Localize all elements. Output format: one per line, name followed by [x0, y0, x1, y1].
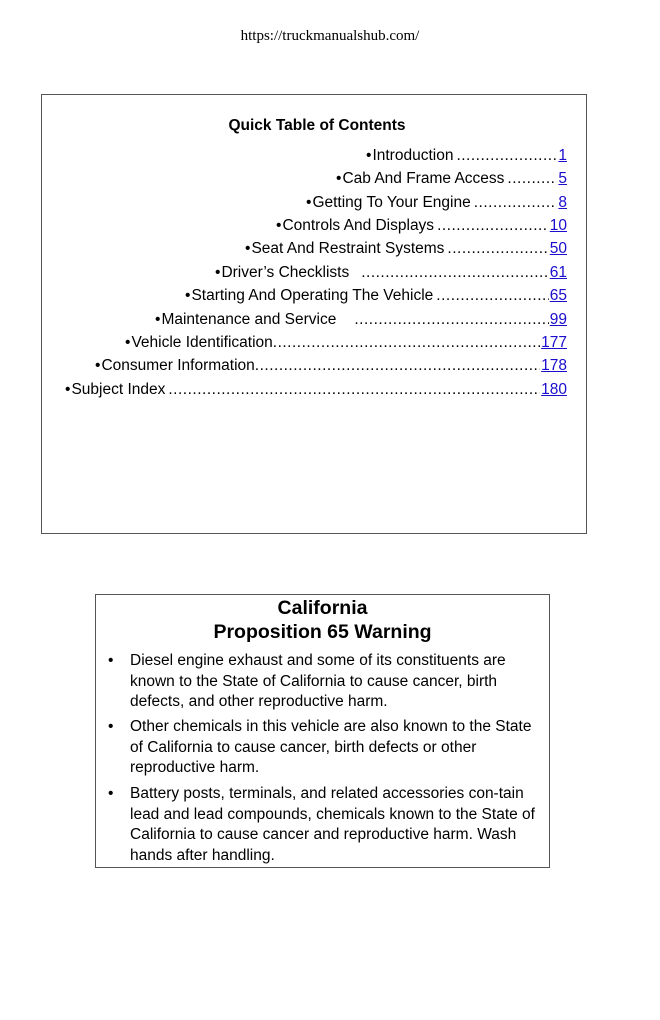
toc-page-link[interactable]: 5: [558, 170, 567, 187]
toc-entry-label: Cab And Frame Access: [342, 170, 505, 187]
warning-bullet-text: Diesel engine exhaust and some of its constituents are known to the State of California to cause cancer, birth defects, and other reproductive harm.: [130, 652, 506, 710]
bullet-icon: •: [108, 652, 114, 669]
toc-entry-label: Starting And Operating The Vehicle: [191, 287, 434, 304]
toc-entry[interactable]: • Cab And Frame Access ..... 5: [336, 170, 567, 190]
toc-entry-label: Subject Index: [71, 381, 166, 398]
toc-page-link[interactable]: 65: [549, 287, 567, 304]
warning-title-line2: Proposition 65 Warning: [213, 621, 432, 643]
toc-entry[interactable]: • Driver’s Checklists ..... 61: [215, 264, 567, 284]
toc-entry-label: Vehicle Identification: [131, 334, 273, 351]
warning-bullet: [108, 784, 538, 866]
toc-page-link[interactable]: 10: [549, 217, 567, 234]
warning-bullet-text: Other chemicals in this vehicle are also known to the State of California to cause cancer, birth defects or other reproductive harm.: [130, 718, 532, 776]
toc-entry-label: Getting To Your Engine: [312, 194, 471, 211]
toc-entry-label: Maintenance and Service: [161, 311, 337, 328]
toc-entry[interactable]: • Seat And Restraint Systems ..... 50: [245, 240, 567, 260]
bullet-icon: •: [108, 785, 114, 802]
toc-entry-label: Controls And Displays: [282, 217, 435, 234]
table-of-contents: [41, 94, 587, 534]
toc-entry-label: Seat And Restraint Systems: [251, 240, 445, 257]
bullet-icon: •: [108, 718, 114, 735]
toc-title: Quick Table of Contents: [228, 117, 406, 134]
toc-page-link[interactable]: 1: [558, 147, 567, 164]
toc-page-link[interactable]: 8: [558, 194, 567, 211]
toc-entry[interactable]: • Controls And Displays ..... 10: [276, 217, 567, 237]
warning-bullet: [108, 651, 538, 713]
toc-entry[interactable]: • Subject Index ..... 180: [65, 381, 567, 401]
warning-bullet-text: Battery posts, terminals, and related accessories con-tain lead and lead compounds, chemicals known to the State of California to cause cancer and reproductive harm. Wash hands after handling.: [130, 785, 535, 864]
toc-page-link[interactable]: 180: [541, 381, 567, 398]
toc-page-link[interactable]: 50: [549, 240, 567, 257]
toc-entry[interactable]: • Consumer Information ..... 178: [95, 357, 567, 377]
warning-title-line1: California: [277, 597, 368, 619]
toc-page-link[interactable]: 99: [549, 311, 567, 328]
toc-entry[interactable]: • Maintenance and Service ..... 99: [155, 311, 567, 331]
toc-entry-label: Consumer Information: [101, 357, 255, 374]
toc-entry-label: Driver’s Checklists: [221, 264, 350, 281]
toc-page-link[interactable]: 178: [541, 357, 567, 374]
toc-entry-label: Introduction: [372, 147, 454, 164]
toc-entry[interactable]: • Vehicle Identification ..... 177: [125, 334, 567, 354]
toc-page-link[interactable]: 177: [541, 334, 567, 351]
prop65-warning-box: [95, 594, 550, 868]
toc-entry[interactable]: • Getting To Your Engine ..... 8: [306, 194, 567, 214]
source-url: https://truckmanualshub.com/: [240, 28, 420, 44]
toc-entry[interactable]: • Starting And Operating The Vehicle ..... 65: [185, 287, 567, 307]
toc-entry[interactable]: • Introduction ..... 1: [366, 147, 567, 167]
warning-bullet: [108, 717, 538, 779]
toc-page-link[interactable]: 61: [549, 264, 567, 281]
